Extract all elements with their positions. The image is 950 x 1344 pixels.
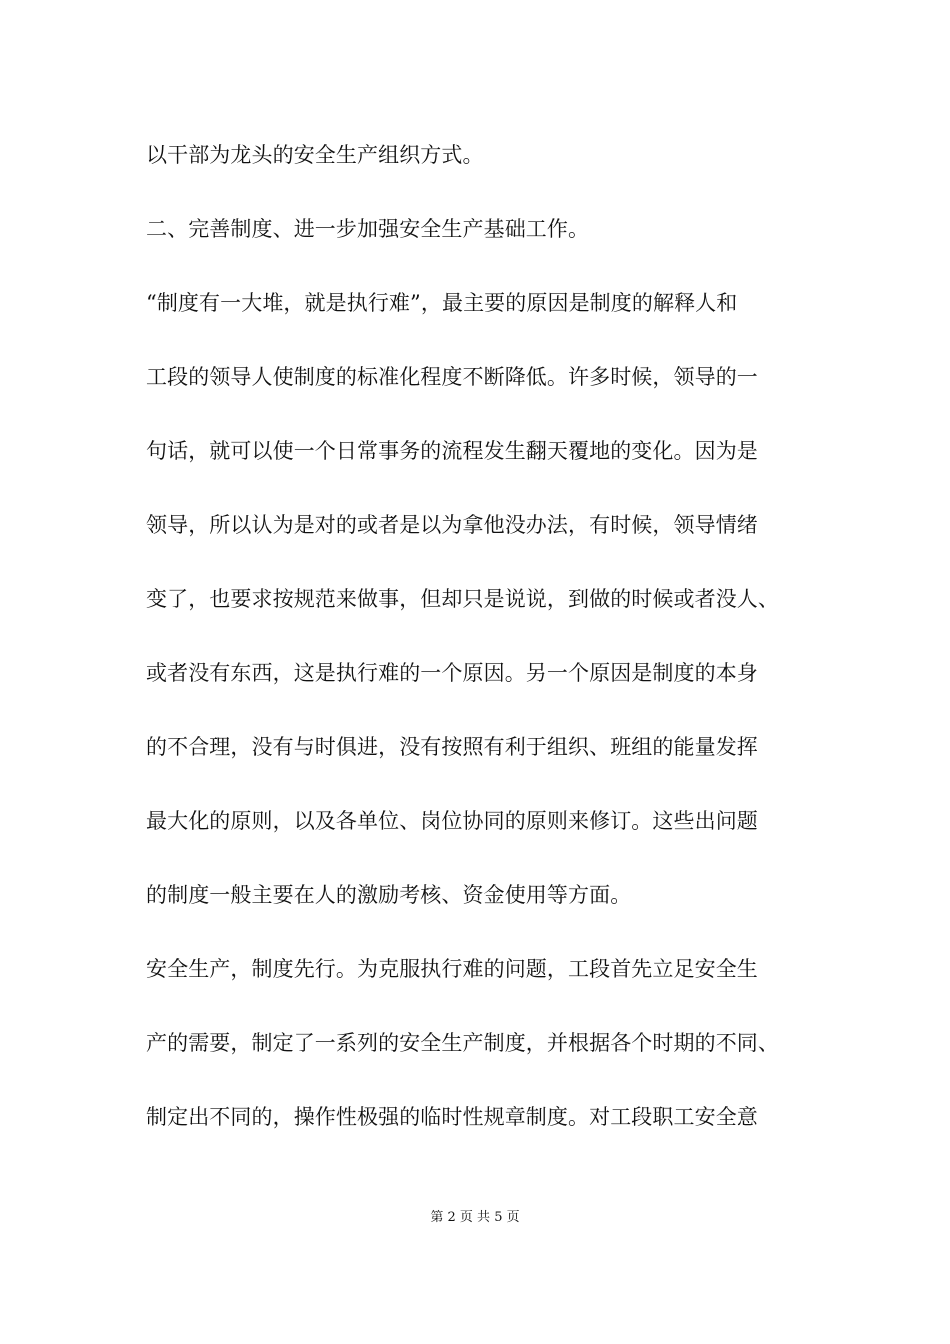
- page-number: 第 2 页 共 5 页: [430, 1210, 520, 1225]
- text-line: 最大化的原则，以及各单位、岗位协同的原则来修订。这些出问题: [146, 809, 758, 833]
- text-line: 以干部为龙头的安全生产组织方式。: [146, 143, 484, 167]
- text-line: 安全生产，制度先行。为克服执行难的问题，工段首先立足安全生: [146, 957, 758, 981]
- text-line: 的不合理，没有与时俱进，没有按照有利于组织、班组的能量发挥: [146, 735, 758, 759]
- text-line: 领导，所以认为是对的或者是以为拿他没办法，有时候，领导情绪: [146, 513, 758, 537]
- body-text: [146, 132, 846, 1168]
- text-line: 产的需要，制定了一系列的安全生产制度，并根据各个时期的不同、: [146, 1031, 779, 1055]
- text-line: 的制度一般主要在人的激励考核、资金使用等方面。: [146, 883, 632, 907]
- section-heading: 二、完善制度、进一步加强安全生产基础工作。: [146, 217, 590, 241]
- text-line: “制度有一大堆，就是执行难”，最主要的原因是制度的解释人和: [146, 291, 738, 315]
- page-footer: [0, 1206, 950, 1225]
- text-line: 制定出不同的，操作性极强的临时性规章制度。对工段职工安全意: [146, 1105, 758, 1129]
- text-line: 变了，也要求按规范来做事，但却只是说说，到做的时候或者没人、: [146, 587, 779, 611]
- text-line: 句话，就可以使一个日常事务的流程发生翻天覆地的变化。因为是: [146, 439, 758, 463]
- text-line: 或者没有东西，这是执行难的一个原因。另一个原因是制度的本身: [146, 661, 758, 685]
- text-line: 工段的领导人使制度的标准化程度不断降低。许多时候，领导的一: [146, 365, 758, 389]
